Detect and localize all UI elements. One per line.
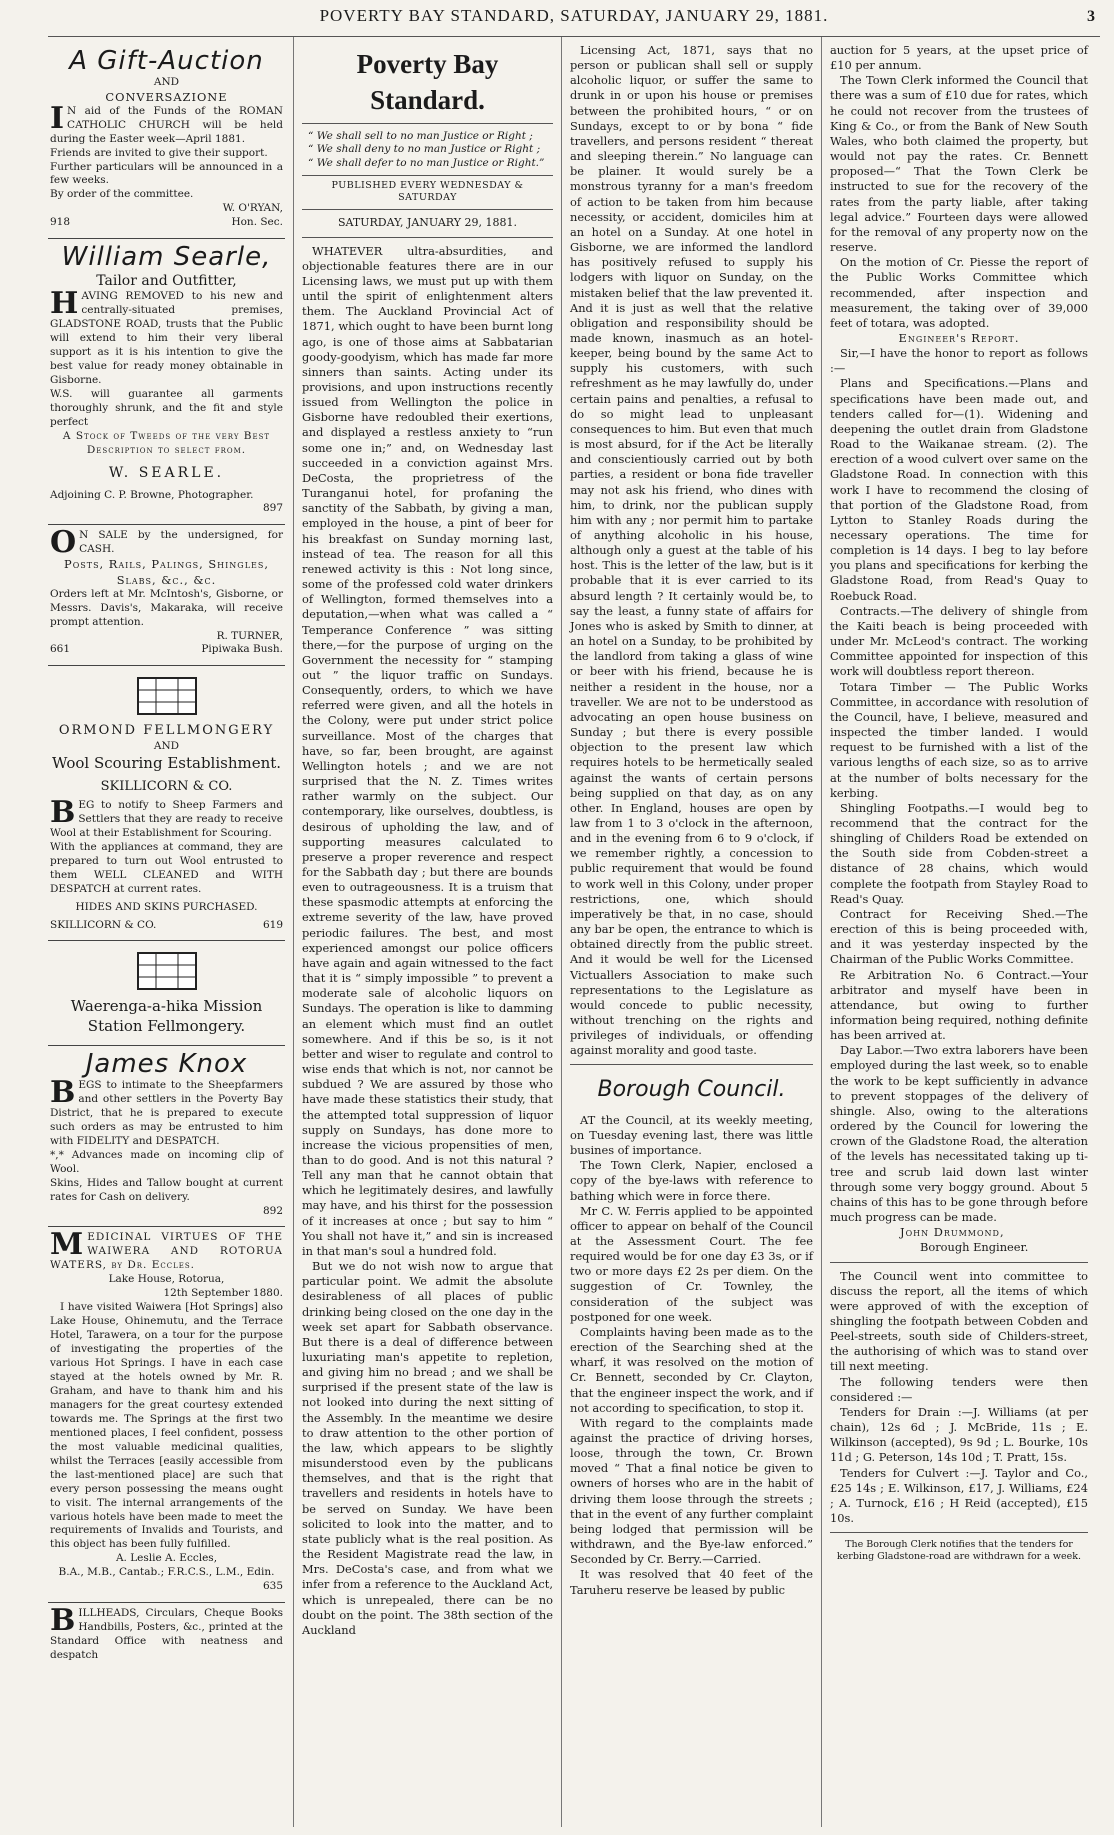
ad-number: 661 [50, 643, 71, 656]
council-paragraph: AT the Council, at its weekly meeting, on Tuesday evening last, there was little busines of importance. [570, 1112, 813, 1158]
ad-footer [50, 919, 283, 933]
ad-signature: SKILLICORN & CO. [50, 918, 157, 931]
ad-body: ON SALE by the undersigned, for CASH. [50, 525, 283, 561]
ad-line: With the appliances at command, they are prepared to turn out Wool entrusted to them WELL CLEANED and WITH DESPATCH at current rates. [50, 840, 283, 895]
wool-bale-icon [136, 676, 198, 716]
advertisements-column [48, 37, 293, 1827]
ad-ormond-fellmongery [48, 666, 285, 941]
ad-line: Friends are invited to give their support. [50, 146, 268, 159]
editorial-paragraph: But we do not wish now to argue that particular point. We admit the absolute desirableness of all places of public drinking being closed on the one day in the week set apart for Sabbath observance. But there is a deal of difference between luxuriating man's appetite to repletion, and giving him no bread ; and we shall be surprised if the present state of the law is not looked into during the next sitting of the Assembly. In the meantime we desire to draw attention to the other portion of the law, which appears to be slightly misunderstood even by the publicans themselves, and that is the right that travellers and residents in hotels have to be served on Sunday. We have been solicited to look into the matter, and to state publicly what is the real position. As the Resident Magistrate read the law, in Mrs. DeCosta's case, and from what we infer from a reference to the Auckland Act, which is unrepealed, there can be no doubt on the point. The 38th section of the Auckland [302, 1259, 553, 1637]
ad-title: Waerenga-a-hika Mission Station Fellmongery. [70, 997, 263, 1036]
ad-number: 892 [262, 1204, 283, 1217]
engineer-report-heading: Engineer's Report. [898, 330, 1020, 345]
ad-role: Hon. Sec. [231, 216, 283, 229]
ad-line: Further particulars will be announced in a few weeks. [50, 160, 283, 187]
publication-schedule: PUBLISHED EVERY WEDNESDAY & SATURDAY [302, 176, 553, 210]
council-paragraph: Complaints having been made as to the erection of the Searching shed at the wharf, it was resolved on the motion of Cr. Bennett, seconded by Cr. Clayton, that the engineer inspect the work, and if not according to specification, to stop it. [570, 1324, 813, 1415]
report-paragraph: Totara Timber — The Public Works Committee, in accordance with resolution of the Council, have, I believe, measured and inspected the timber landed. I would request to be furnished with a list of the various lengths of each size, so as to arrive at the number of bolts necessary for the kerbing. [830, 679, 1088, 800]
ad-and: AND [153, 739, 180, 752]
ad-address: Adjoining C. P. Browne, Photographer. [50, 488, 254, 501]
ad-footer [50, 643, 283, 657]
ad-credentials: B.A., M.B., Cantab.; F.R.C.S., L.M., Edin. [58, 1566, 275, 1579]
issue-date: SATURDAY, JANUARY 29, 1881. [302, 210, 553, 238]
motto-line: “ We shall sell to no man Justice or Right ; [308, 129, 533, 142]
tenders-paragraph: Tenders for Culvert :—J. Taylor and Co., £25 14s ; E. Wilkinson, £17, J. Williams, £24 ; A. Turnock, £16 ; H Reid (accepted), £15 10s. [830, 1465, 1088, 1525]
ad-body: I have visited Waiwera [Hot Springs] also Lake House, Ohinemutu, and the Terrace Hotel, Tarawera, on a tour for the purpose of investigating the properties of the various Hot Springs. I have in each case stayed at the hotels owned by Mr. R. Graham, and have to thank him and his managers for the great courtesy extended towards me. The Springs at the first two mentioned places, I feel confident, possess the most valuable medicinal qualities, whilst the Terraces [easily accessible from the last-mentioned place] are such that every person possessing the means ought to visit. The internal arrangements of the various hotels have been made to meet the requirements of Invalids and Tourists, and this object has been fully fulfilled. [50, 1301, 283, 1551]
ad-date: 12th September 1880. [163, 1287, 283, 1300]
ad-and: AND [153, 75, 180, 88]
editorial-paragraph: Licensing Act, 1871, says that no person or publican shall sell or supply alcoholic liquor, or suffer the same to drunk in or upon his house or premises between the prohibited hours, “ or on Sundays, except to or by bona “ fide travellers, and persons resident “ thereat and sleeping therein.” No language can be plainer. It would surely be a monstrous tyranny for a man's freedom of action to be taken from him because necessity, or accident, domiciles him at an hotel on a Sunday. At one hotel in Gisborne, we are informed the landlord has positively refused to supply his lodgers with liquor on Sunday, on the mistaken belief that the law prevented it. And it is just as well that the relative obligation and responsibility should be made known, inasmuch as an hotel-keeper, being bound by the same Act to supply his customers, with such refreshment as he may lawfully do, under certain pains and penalties, a refusal to do so might lead to unpleasant consequences to him. But even that much is most absurd, for if the Act be literally and conscientiously carried out by both parties, a resident or bona fide traveller may not ask his friend, who dines with him, to drink, nor the publican supply him with any ; nor permit him to partake of anything alcoholic in his house, although only a guest at the table of his host. This is the letter of the law, but is it probable that it is ever carried to its absurd length ? It certainly would be, to say the least, a funny state of affairs for Jones who is asked by Smith to dinner, at an hotel on a Sunday, to be prohibited by the landlord from taking a glass of wine or beer with his friend, because he is neither a resident in the house, nor a traveller. We are not to be understood as advocating an open house business on Sunday ; but there is every possible objection to the present law which requires hotels to be hermetically sealed against the wants of certain persons being supplied on that day, as on any other. In England, houses are open by law from 1 to 3 o'clock in the afternoon, and in the evening from 6 to 9 o'clock, if we remember rightly, a concession to public requirement that would be found to work well in this Colony, under proper restrictions, one, which should imperatively be that, in no case, should any bar be open, the entrance to which is obtained directly from the public street. And it would be well for the Licensed Victuallers Association to make such representations to the Legislature as would concede to public necessity, without trenching on the rights and privileges of individuals, or offending against morality and good taste. [570, 43, 813, 1058]
council-paragraph: The following tenders were then considered :— [830, 1374, 1088, 1404]
report-signature-title: Borough Engineer. [920, 1240, 1029, 1255]
ad-items: Posts, Rails, Palings, Shingles, Slabs, &c., &c. [64, 557, 269, 587]
ad-body: BILLHEADS, Circulars, Cheque Books Handbills, Posters, &c., printed at the Standard Office with neatness and despatch [50, 1603, 283, 1662]
ad-number: 619 [262, 918, 283, 931]
ad-waerenga-mission [48, 941, 285, 1046]
ad-title: MEDICINAL VIRTUES OF THE WAIWERA AND ROTORUA WATERS, by Dr. Eccles. [50, 1227, 283, 1272]
ad-title: William Searle, [61, 242, 272, 273]
ad-footer [50, 216, 283, 230]
ad-body: HAVING REMOVED to his new and centrally-situated premises, GLADSTONE ROAD, trusts that the Public will extend to him their very liberal support as it is his intention to give the best value for ready money obtainable in Gisborne. [50, 286, 283, 387]
ad-medicinal-waters [48, 1227, 285, 1603]
editorial-continued-column [561, 37, 821, 1827]
ad-billheads [48, 1603, 285, 1671]
report-signature: John Drummond, [900, 1225, 1005, 1240]
report-paragraph: Contract for Receiving Shed.—The erection of this is being proceeded with, and it was yesterday inspected by the Chairman of the Public Works Committee. [830, 906, 1088, 967]
ad-line: Skins, Hides and Tallow bought at current rates for Cash on delivery. [50, 1176, 283, 1203]
editorial-paragraph: WHATEVER ultra-absurdities, and objectionable features there are in our Licensing laws, we must put up with them until the spirit of enlightenment alters them. The Auckland Provincial Act of 1871, which ought to have been burnt long ago, is one of those aims at Sabbatarian goody-goodyism, which has made far more sinners than saints. Acting under its provisions, and upon instructions recently issued from Wellington the police in Gisborne have redoubled their exertions, and displayed a restless anxiety to “run some one in;” and, on Wednesday last succeeded in a conviction against Mrs. DeCosta, the proprietress of the Turanganui hotel, for profaning the sanctity of the Sabbath, by giving a man, employed in the house, a pint of beer for his breakfast on Sunday morning last, instead of tea. The reason for all this renewed activity is this : Not long since, some of the professed cold water drinkers of Wellington, formed themselves into a deputation,—when what was called a “ Temperance Conference ” was sitting there,—for the purpose of urging on the Government the necessity for “ stamping out ” the liquor traffic on Sundays. Consequently, orders, to which we have referred were given, and all the hotels in the Colony, were put under strict police surveillance. Most of the charges that have, so far, been brought, are against Wellington hotels ; and we are not surprised that the N. Z. Times writes rather warmly on the subject. Our contemporary, like ourselves, doubtless, is desirous of upholding the law, and of supporting measures calculated to preserve a proper reverence and respect for the Sabbath day ; but there are bounds even to outrageousness. It is a truism that these spasmodic attempts at enforcing the extreme severity of the law, have proved periodic failures. The best, and most experienced amongst our police officers have again and again witnessed to the fact that it is “ simply impossible ” to prevent a moderate sale of alcoholic liquors on Sundays. The operation is like to damming an element which must find an outlet somewhere. And if this be so, is it not better and wiser to regulate and control to wise ends that which is not, nor cannot be subdued ? We are assured by those who have made these statistics their study, that the attempted total suppression of liquor supply on Sundays, has done more to increase the vicious propensities of men, than to do good. And is not this natural ? Tell any man that he cannot obtain that which he legitimately desires, and lawfully may have, and his thirst for the possession of it increases at once ; but say to him “ You shall not have it,” and sin is increased in that man's soul a hundred fold. [302, 243, 553, 1258]
council-paragraph: The Council went into committee to discuss the report, all the items of which were approved of with the exception of shingling the footpath between Cobden and Peel-streets, south side of Childers-street, the authorising of which was to stand over till next meeting. [830, 1268, 1088, 1374]
editorial-column [293, 37, 561, 1827]
ad-number: 897 [262, 502, 283, 515]
ad-subtitle: Tailor and Outfitter, [96, 272, 237, 289]
ad-title: A Gift-Auction [69, 46, 264, 76]
wool-bale-icon [136, 951, 198, 991]
council-continued-column [821, 37, 1096, 1827]
council-paragraph: Mr C. W. Ferris applied to be appointed officer to appear on behalf of the Council at the Assessment Court. The fee required would be for one day £3 3s, or if two or more days £2 2s per diem. On the suggestion of Cr. Townley, the consideration of the subject was postponed for one week. [570, 1203, 813, 1324]
ad-body: IN aid of the Funds of the ROMAN CATHOLIC CHURCH will be held during the Easter week—April 1881. [50, 100, 283, 145]
report-paragraph: Shingling Footpaths.—I would beg to recommend that the contract for the shingling of Childers Road be extended on the South side from Cobden-street a distance of 28 chains, which would complete the footpath from Stayley Road to Read's Quay. [830, 800, 1088, 906]
tenders-paragraph: Tenders for Drain :—J. Williams (at per chain), 12s 6d ; J. McBride, 11s ; E. Wilkinson (accepted), 9s 9d ; L. Bourke, 10s 11d ; G. Peterson, 14s 10d ; T. Pratt, 15s. [830, 1404, 1088, 1465]
council-paragraph: With regard to the complaints made against the practice of driving horses, loose, through the town, Cr. Brown moved “ That a final notice be given to owners of horses who are in the habit of driving them loose through the streets ; that in the event of any further complaint being lodged that permission will be withdrawn, and the Bye-law enforced.” Seconded by Cr. Berry.—Carried. [570, 1415, 813, 1567]
ad-signature: A. Leslie A. Eccles, [115, 1552, 218, 1565]
ad-line: By order of the committee. [50, 188, 194, 201]
ad-james-knox [48, 1046, 285, 1227]
ad-william-searle [48, 239, 285, 525]
ad-number: 635 [262, 1580, 283, 1593]
ad-line: Orders left at Mr. McIntosh's, Gisborne, or Messrs. Davis's, Makaraka, will receive prompt attention. [50, 587, 283, 628]
masthead [48, 6, 1100, 37]
ad-gift-auction [48, 43, 285, 239]
report-paragraph: Sir,—I have the honor to report as follows :— [830, 346, 1088, 376]
ad-signature: W. O'RYAN, [222, 202, 283, 215]
ad-line: *,* Advances made on incoming clip of Wool. [50, 1148, 283, 1175]
council-paragraph: auction for 5 years, at the upset price of £10 per annum. [830, 43, 1088, 73]
paper-motto [302, 123, 553, 176]
ad-signature: R. TURNER, [216, 629, 283, 642]
ad-subtitle: CONVERSAZIONE [105, 89, 228, 104]
ad-title: James Knox [85, 1049, 248, 1080]
ad-subtitle: Wool Scouring Establishment. [51, 753, 282, 772]
ad-number: 918 [50, 216, 71, 229]
ad-body: BEGS to intimate to the Sheepfarmers and other settlers in the Poverty Bay District, that he is prepared to execute such orders as may be entrusted to him with FIDELITY and DESPATCH. [50, 1074, 283, 1147]
report-paragraph: Re Arbitration No. 6 Contract.—Your arbitrator and myself have been in attendance, but owing to further information being required, nothing definite has been arrived at. [830, 967, 1088, 1043]
masthead-title: POVERTY BAY STANDARD, SATURDAY, JANUARY 29, 1881. [319, 6, 829, 25]
ad-body: BEG to notify to Sheep Farmers and Settlers that they are ready to receive Wool at their Establishment for Scouring. [50, 794, 283, 839]
ad-place: Pipiwaka Bush. [201, 643, 283, 656]
ad-place: Lake House, Rotorua, [108, 1273, 225, 1286]
report-paragraph: Contracts.—The delivery of shingle from the Kaiti beach is being proceeded with under Mr. McLeod's contract. The working Committee appointed for inspection of this work will doubtless report thereon. [830, 603, 1088, 679]
ad-turner [48, 525, 285, 666]
council-paragraph: On the motion of Cr. Piesse the report of the Public Works Committee which recommended, after inspection and measurement, the taking over of 39,000 feet of totara, was adopted. [830, 255, 1088, 330]
motto-line: “ We shall defer to no man Justice or Right.” [308, 157, 545, 170]
council-paragraph: The Town Clerk informed the Council that there was a sum of £10 due for rates, which he could not recover from the trustees of King & Co., or from the Bank of New South Wales, who both claimed the property, but would not pay the rates. Cr. Bennett proposed—“ That the Town Clerk be instructed to sue for the recovery of the rates from the party liable, after taking legal advice.” Fourteen days were allowed for the removal of any property now on the reserve. [830, 73, 1088, 255]
council-paragraph: The Town Clerk, Napier, enclosed a copy of the bye-laws with reference to bathing which were in force there. [570, 1158, 813, 1203]
ad-title: ORMOND FELLMONGERY [58, 723, 275, 739]
page-number: 3 [1087, 8, 1096, 25]
council-paragraph: It was resolved that 40 feet of the Taruheru reserve be leased by public [570, 1567, 813, 1597]
report-paragraph: Plans and Specifications.—Plans and specifications have been made out, and tenders called for—(1). Widening and deepening the outlet drain from Gladstone Road to the Waikanae stream. (2). The erection of a wood culvert over same on the Gladstone Road. In connection with this work I have to recommend the closing of that portion of the Gladstone Road, from Lytton to Stanley Roads during the necessary operations. The time for completion is 14 days. I beg to lay before you plans and specifications for kerbing the Gladstone Road, from Read's Quay to Roebuck Road. [830, 376, 1088, 603]
ad-line: W.S. will guarantee all garments thoroughly shrunk, and the fit and style perfect [50, 388, 283, 429]
motto-line: “ We shall deny to no man Justice or Right ; [308, 143, 541, 156]
borough-council-heading: Borough Council. [597, 1077, 786, 1103]
ad-signature: W. SEARLE. [108, 464, 225, 481]
ad-firm: SKILLICORN & CO. [100, 778, 233, 794]
ad-line: HIDES AND SKINS PURCHASED. [75, 900, 258, 913]
tender-notice: The Borough Clerk notifies that the tenders for kerbing Gladstone-road are withdrawn for a week. [836, 1539, 1082, 1563]
paper-name: Poverty Bay Standard. [356, 49, 499, 115]
report-paragraph: Day Labor.—Two extra laborers have been employed during the last week, so to enable the work to be kept sufficiently in advance to prevent stoppages of the delivery of shingle. Also, owing to the alterations ordered by the Council for lowering the crown of the Gladstone Road, the alteration of the levels has necessitated taking up ti-tree and scrub laid down last winter through some very boggy ground. About 5 chains of this has to be gone through before much progress can be made. [830, 1043, 1088, 1225]
ad-line: A Stock of Tweeds of the very Best Description to select from. [62, 430, 271, 456]
